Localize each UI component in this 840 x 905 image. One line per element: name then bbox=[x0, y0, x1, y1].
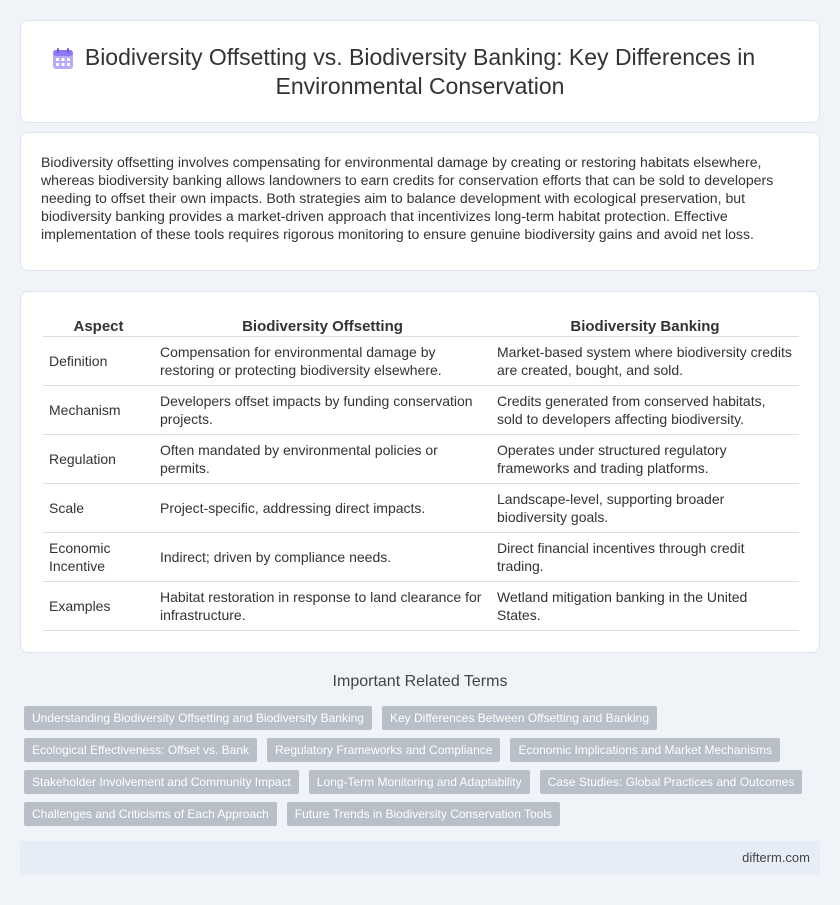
intro-card bbox=[20, 132, 820, 271]
table-row bbox=[43, 582, 799, 631]
page-title: Biodiversity Offsetting vs. Biodiversity Banking: Key Differences in Environmental Conservation bbox=[84, 44, 756, 99]
banking-cell: Landscape-level, supporting broader biodiversity goals. bbox=[491, 484, 799, 533]
comparison-table-card bbox=[20, 291, 820, 653]
table-row bbox=[43, 484, 799, 533]
header-card bbox=[20, 20, 820, 123]
column-header-offsetting: Biodiversity Offsetting bbox=[154, 316, 491, 337]
footer bbox=[20, 841, 820, 874]
aspect-cell: Examples bbox=[43, 582, 154, 631]
banking-cell: Direct financial incentives through credit trading. bbox=[491, 533, 799, 582]
table-row bbox=[43, 435, 799, 484]
aspect-cell: Mechanism bbox=[43, 386, 154, 435]
column-header-banking: Biodiversity Banking bbox=[491, 316, 799, 337]
related-term-tag[interactable]: Future Trends in Biodiversity Conservation Tools bbox=[287, 802, 560, 826]
tag-row bbox=[24, 802, 804, 826]
tag-row bbox=[24, 738, 804, 762]
related-terms-list bbox=[24, 706, 804, 834]
aspect-cell: Economic Incentive bbox=[43, 533, 154, 582]
offsetting-cell: Compensation for environmental damage by restoring or protecting biodiversity elsewhere. bbox=[154, 337, 491, 386]
offsetting-cell: Often mandated by environmental policies or permits. bbox=[154, 435, 491, 484]
banking-cell: Wetland mitigation banking in the United States. bbox=[491, 582, 799, 631]
offsetting-cell: Habitat restoration in response to land clearance for infrastructure. bbox=[154, 582, 491, 631]
banking-cell: Credits generated from conserved habitats, sold to developers affecting biodiversity. bbox=[491, 386, 799, 435]
aspect-cell: Regulation bbox=[43, 435, 154, 484]
offsetting-cell: Project-specific, addressing direct impacts. bbox=[154, 484, 491, 533]
aspect-cell: Scale bbox=[43, 484, 154, 533]
related-terms-heading: Important Related Terms bbox=[332, 673, 508, 690]
table-row bbox=[43, 386, 799, 435]
related-term-tag[interactable]: Long-Term Monitoring and Adaptability bbox=[309, 770, 530, 794]
table-header-row bbox=[43, 316, 799, 337]
related-term-tag[interactable]: Economic Implications and Market Mechanisms bbox=[510, 738, 779, 762]
aspect-cell: Definition bbox=[43, 337, 154, 386]
offsetting-cell: Developers offset impacts by funding conservation projects. bbox=[154, 386, 491, 435]
related-term-tag[interactable]: Case Studies: Global Practices and Outcomes bbox=[540, 770, 803, 794]
banking-cell: Operates under structured regulatory frameworks and trading platforms. bbox=[491, 435, 799, 484]
table-row bbox=[43, 337, 799, 386]
related-term-tag[interactable]: Key Differences Between Offsetting and Banking bbox=[382, 706, 657, 730]
tag-row bbox=[24, 706, 804, 730]
related-term-tag[interactable]: Regulatory Frameworks and Compliance bbox=[267, 738, 500, 762]
related-term-tag[interactable]: Stakeholder Involvement and Community Impact bbox=[24, 770, 299, 794]
offsetting-cell: Indirect; driven by compliance needs. bbox=[154, 533, 491, 582]
footer-site-link[interactable]: difterm.com bbox=[742, 850, 810, 865]
banking-cell: Market-based system where biodiversity credits are created, bought, and sold. bbox=[491, 337, 799, 386]
tag-row bbox=[24, 770, 804, 794]
comparison-table bbox=[43, 316, 799, 631]
related-term-tag[interactable]: Ecological Effectiveness: Offset vs. Bank bbox=[24, 738, 257, 762]
related-term-tag[interactable]: Challenges and Criticisms of Each Approach bbox=[24, 802, 277, 826]
column-header-aspect: Aspect bbox=[43, 316, 154, 337]
table-row bbox=[43, 533, 799, 582]
intro-paragraph: Biodiversity offsetting involves compensating for environmental damage by creating or restoring habitats elsewhere, whereas biodiversity banking allows landowners to earn credits for conservation efforts that can be sold to developers needing to offset their own impacts. Both strategies aim to balance development with ecological preservation, but biodiversity banking provides a market-driven approach that incentivizes long-term habitat protection. Effective implementation of these tools requires rigorous monitoring to ensure genuine biodiversity gains and avoid net loss. bbox=[41, 154, 774, 242]
related-term-tag[interactable]: Understanding Biodiversity Offsetting and Biodiversity Banking bbox=[24, 706, 372, 730]
